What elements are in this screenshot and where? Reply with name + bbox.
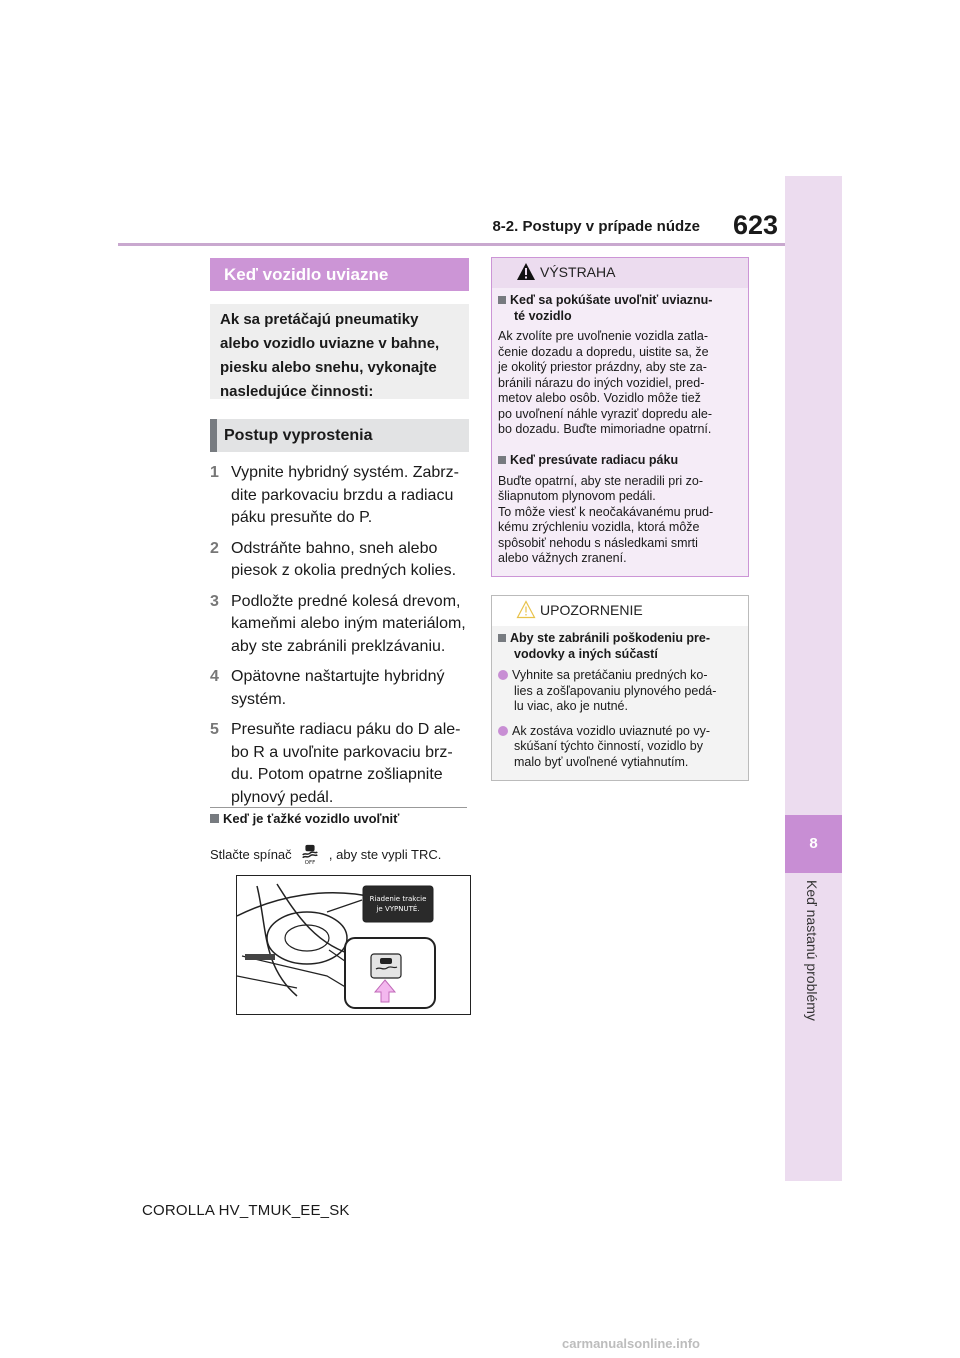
step-item — [210, 666, 472, 711]
sub-text — [210, 843, 472, 865]
step-line: bo R a uvoľnite parkovaciu brz- — [231, 743, 453, 761]
circle-bullet-icon — [498, 670, 508, 680]
warning-text-line: je okolitý priestor prázdny, aby ste za- — [498, 360, 707, 374]
intro-line: alebo vozidlo uviazne v bahne, — [220, 335, 440, 352]
intro-line: Ak sa pretáčajú pneumatiky — [220, 311, 419, 328]
step-line: Odstráňte bahno, sneh alebo — [231, 539, 438, 557]
chapter-number-tab[interactable] — [785, 815, 842, 873]
heading-text: Keď vozidlo uviazne — [224, 265, 389, 284]
step-item — [210, 591, 472, 659]
sub-text-before: Stlačte spínač — [210, 847, 292, 862]
step-line: aby ste zabránili preklzávaniu. — [231, 637, 446, 655]
warning-text-line: čenie dozadu a dopredu, uistite sa, že — [498, 344, 709, 359]
step-line: dite parkovaciu brzdu a radiacu — [231, 486, 454, 504]
square-bullet-icon — [498, 634, 506, 642]
warning-text-line: alebo vážnych zranení. — [498, 551, 627, 565]
step-line: du. Potom opatrne zošliapnite — [231, 766, 443, 783]
chapter-number: 8 — [809, 835, 818, 852]
step-number: 5 — [210, 721, 219, 738]
step-item — [210, 719, 472, 809]
heading-text: Postup vyprostenia — [224, 427, 373, 444]
warning-text-line: šliapnutom plynovom pedáli. — [498, 489, 656, 503]
chapter-title-tab — [792, 880, 836, 1040]
intro-line: nasledujúce činnosti: — [220, 383, 374, 400]
heading-stuck-vehicle — [210, 258, 469, 291]
step-line: piesok z okolia predných kolies. — [231, 562, 457, 579]
warning-item — [498, 293, 744, 438]
step-line: Presuňte radiacu páku do D ale- — [231, 721, 461, 738]
svg-text:OFF: OFF — [304, 860, 316, 865]
notice-bullet: Vyhnite sa pretáčaniu predných ko- lies a zošľapovaniu plynového pedá- lu viac, ako je nutné. — [498, 668, 744, 715]
step-text — [231, 719, 472, 809]
display-line-1: Riadenie trakcie — [369, 895, 427, 903]
intro-box — [210, 304, 469, 399]
step-item — [210, 462, 472, 530]
warning-text-line: kému zrýchleniu vozidla, ktorá môže — [498, 520, 700, 534]
intro-line: piesku alebo snehu, vykonajte — [220, 359, 437, 376]
warning-text-line: bránili nárazu do iných vozidiel, pred- — [498, 375, 705, 390]
step-line: páku presuňte do P. — [231, 509, 373, 526]
section-title: 8-2. Postupy v prípade núdze — [492, 218, 700, 235]
notice-triangle-icon — [516, 600, 536, 619]
step-number: 3 — [210, 592, 219, 610]
square-bullet-icon — [210, 814, 219, 823]
warning-item — [498, 453, 744, 567]
sub-heading-text: Keď je ťažké vozidlo uvoľniť — [223, 811, 400, 826]
page-number: 623 — [732, 210, 778, 240]
warning-text-line: spôsobiť nehodu s následkami smrti — [498, 535, 698, 550]
notice-content — [498, 631, 744, 770]
step-line: Vypnite hybridný systém. Zabrz- — [231, 464, 459, 481]
sub-heading — [210, 811, 472, 826]
warning-text-line: Buďte opatrní, aby ste neradili pri zo- — [498, 473, 704, 488]
chapter-title: Keď nastanú problémy — [804, 880, 820, 1021]
notice-heading: Aby ste zabránili poškodeniu pre- vodovky a iných súčastí — [498, 631, 744, 662]
warning-triangle-icon — [516, 262, 536, 281]
warning-text-line: po uvoľnení náhle vyraziť dopredu ale- — [498, 406, 713, 421]
step-line: kameňmi alebo iným materiálom, — [231, 615, 466, 632]
header-rule — [118, 243, 785, 246]
warning-item-heading: Keď presúvate radiacu páku — [498, 453, 744, 469]
dashboard-figure — [236, 875, 471, 1015]
warning-text-line: To môže viesť k neočakávanému prud- — [498, 504, 714, 519]
display-line-2: je VYPNUTÉ. — [376, 905, 420, 913]
notice-bullet: Ak zostáva vozidlo uviaznuté po vy- skúšaní týchto činností, vozidlo by malo byť uvoľnené vytiahnutím. — [498, 724, 744, 771]
step-number: 4 — [210, 668, 219, 685]
watermark: carmanualsonline.info — [562, 1336, 700, 1351]
step-item — [210, 538, 472, 583]
trc-off-switch-icon — [299, 843, 321, 865]
footer-model: COROLLA HV_TMUK_EE_SK — [142, 1202, 350, 1219]
warning-item-heading: Keď sa pokúšate uvoľniť uviaznu- té vozidlo — [498, 293, 744, 324]
step-number: 2 — [210, 539, 219, 557]
step-text — [231, 591, 472, 659]
dashboard-illustration — [237, 876, 470, 1014]
square-bullet-icon — [498, 456, 506, 464]
warning-text-line: Ak zvolíte pre uvoľnenie vozidla zatla- — [498, 329, 709, 343]
heading-procedure — [210, 419, 469, 452]
step-number: 1 — [210, 464, 219, 481]
step-line: systém. — [231, 690, 287, 708]
step-line: Opätovne naštartujte hybridný — [231, 668, 445, 685]
warning-title: VÝSTRAHA — [540, 264, 616, 280]
warning-text-line: bo dozadu. Buďte mimoriadne opatrní. — [498, 422, 712, 436]
circle-bullet-icon — [498, 726, 508, 736]
step-line: plynový pedál. — [231, 788, 334, 806]
square-bullet-icon — [498, 296, 506, 304]
step-text — [231, 666, 472, 711]
divider — [210, 807, 467, 808]
steps-list — [210, 462, 472, 817]
sub-text-after: , aby ste vypli TRC. — [328, 847, 442, 862]
step-text — [231, 462, 472, 530]
step-text — [231, 538, 472, 583]
step-line: Podložte predné kolesá drevom, — [231, 592, 461, 610]
notice-title: UPOZORNENIE — [540, 602, 643, 618]
warning-text-line: metov alebo osôb. Vozidlo môže tiež — [498, 391, 701, 405]
